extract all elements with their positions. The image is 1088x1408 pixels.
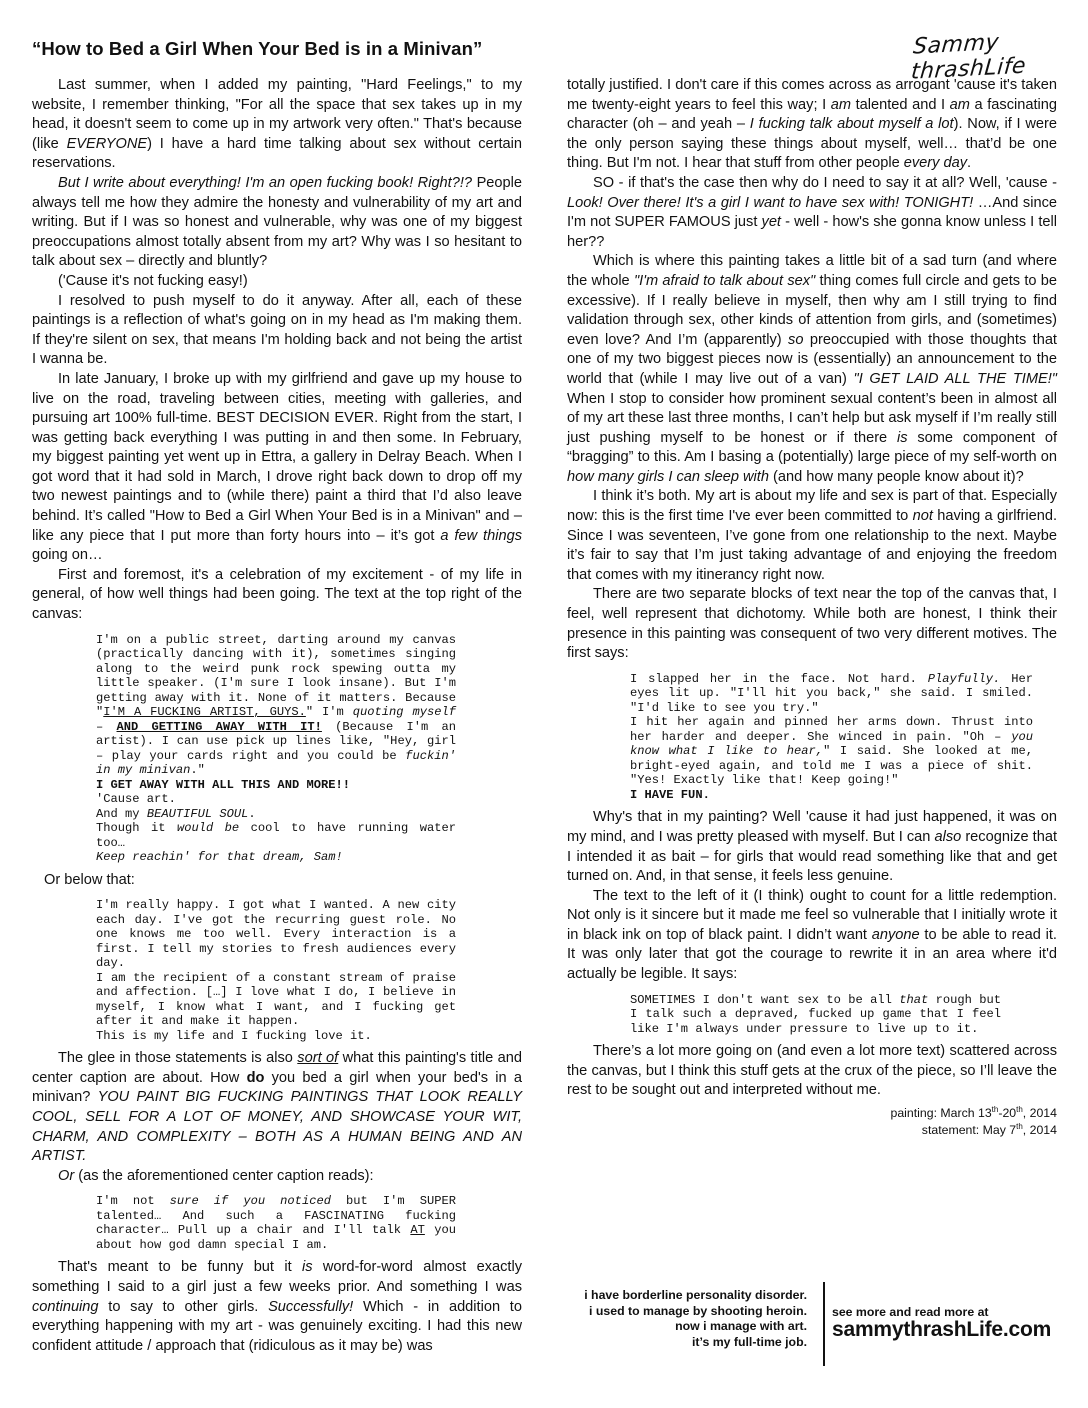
paragraph (32, 174, 522, 272)
text-run: how many girls I can sleep with (567, 468, 769, 485)
canvas-quote-left (630, 993, 1001, 1037)
text-run: . (248, 806, 256, 821)
text-run: I fucking talk about myself a lot (749, 116, 954, 133)
footer-disclosure (584, 1288, 807, 1350)
text-run: Keep reachin' for that dream, Sam! (96, 850, 343, 865)
text-run: I GET AWAY WITH ALL THIS AND MORE!! (96, 777, 351, 792)
right-column (567, 76, 1057, 1137)
paragraph: First and foremost, it's a celebration of my excitement - of my life in general, of how well things had been going. The text at the top right of the canvas: (32, 566, 522, 623)
text-run: Playfully. (927, 671, 1001, 686)
quote-line (630, 715, 1033, 788)
left-column (32, 76, 522, 1356)
text-run: And my (96, 806, 147, 821)
text-run: People always tell me how they admire the honesty and vulnerability of my art and writing. But if I was so honest and vulnerable, why was one of my biggest preoccupations almost totally absent from my art? Why was I so hesitant to talk about sex – directly and bluntly? (32, 174, 523, 270)
text-run: The glee in those statements is also (58, 1050, 298, 1067)
text-run: (as the aforementioned center caption reads): (74, 1167, 374, 1184)
dates-block (567, 1103, 1057, 1137)
signature-logo: Sammy thrashLife (909, 29, 1028, 85)
text-run: EVERYONE (66, 135, 148, 152)
paragraph (32, 370, 522, 566)
quote-line (96, 821, 456, 850)
quote-line (96, 807, 456, 822)
paragraph (32, 1258, 522, 1356)
text-run: Her eyes lit up. "I'll hit you back," she said. I smiled. "I'd like to see you try." (630, 671, 1033, 715)
text-run: is (301, 1259, 313, 1276)
text-run: cool to have running water too… (96, 821, 457, 850)
article-title: “How to Bed a Girl When Your Bed is in a Minivan” (32, 38, 483, 59)
paragraph (32, 1167, 522, 1187)
text-run: The text to the left of it (I think) ought to count for a little redemption. Not only is it sincere but it made me feel so vulnerable that I initially wrote it in black ink on top of black paint. I didn’t want (567, 887, 1057, 943)
text-run: – (96, 719, 117, 734)
text-run: would be (176, 821, 240, 836)
text-run: (and how many people know about it)? (768, 468, 1024, 485)
text-run: a fascinating character (oh – and yeah – (567, 96, 1057, 133)
quote-line (96, 1029, 456, 1044)
see-more-text: see more and read more at (832, 1305, 989, 1319)
text-run: so (788, 331, 804, 348)
quote-line (96, 792, 456, 807)
text-run: preoccupied with those thoughts that one of my two biggest pieces now is (essentially) an announcement to the world that (while I may live out of a van) (567, 331, 1057, 387)
text-run: I think it’s both. My art is about my life and sex is part of that. Especially now: this is the first time I've ever been committed to (567, 488, 1057, 525)
paragraph: ('Cause it's not fucking easy!) (58, 272, 248, 289)
text-run: I am the recipient of a constant stream of praise and affection. […] I love what I do, I believe in myself, I know what I want, and I fucking get after it and make it happen. (96, 970, 456, 1029)
text-run: continuing (32, 1298, 99, 1315)
text-run: every day (903, 155, 968, 172)
text-run: going on… (32, 547, 103, 564)
text-run: That's meant to be funny but it (58, 1259, 302, 1276)
text-run: am (949, 96, 970, 113)
canvas-quote-first (630, 672, 1033, 803)
text-run: This is my life and I fucking love it. (96, 1028, 372, 1043)
text-run: SO - if that's the case then why do I need to say it at all? Well, 'cause - (593, 174, 1057, 191)
text-run: not (912, 508, 933, 525)
footer-line: it’s my full-time job. (691, 1334, 807, 1349)
footer-line: i used to manage by shooting heroin. (589, 1303, 807, 1318)
text-run: (Because I'm an artist). I can use pick up lines like, "Hey, girl – play your cards right and you could be (96, 719, 457, 763)
text-run: fuckin' in my minivan (96, 748, 456, 778)
paragraph (567, 487, 1057, 585)
text-run: am (830, 96, 852, 113)
quote-line (96, 898, 456, 971)
text-run: thing comes full circle and gets to be excessive). If I really believe in myself, then why am I still trying to find validation through sex, other kinds of attention from girls, and (sometimes) even love? And I’m (apparently) (567, 272, 1057, 348)
paragraph (32, 1049, 522, 1167)
text-run: I'm on a public street, darting around my canvas (practically dancing with it), sometimes singing along to the weird punk rock spewing outta my little speaker. (I'm sure I look insane). But I'm getting away with it. None of it matters. Because " (96, 632, 456, 720)
text-run: you about how god damn special I am. (96, 1223, 457, 1252)
paragraph (32, 76, 522, 174)
text-run: " I'm (305, 705, 353, 720)
paragraph (567, 808, 1057, 886)
text-run: but I'm SUPER talented… And such a FASCINATING fucking character… Pull up a chair and I'll talk (96, 1194, 456, 1238)
painting-date: painting: March 13th-20th, 2014 (890, 1104, 1057, 1121)
text-run: - well - how's she gonna know unless I tell her?? (567, 214, 1057, 250)
text-run: Which - in addition to everything happening with my art - was genuinely exciting. I had this new confident attitude / approach that (ridiculous as it may be) was (32, 1298, 522, 1354)
canvas-quote-top-right (96, 633, 456, 865)
text-run: quoting myself (352, 705, 456, 720)
text-run: I slapped her in the face. Not hard. (630, 671, 928, 686)
text-run: also (934, 828, 962, 845)
text-run: I'm really happy. I got what I wanted. A new city each day. I've got the recurring guest role. No one knows me too well. Every interaction is a first. I tell my stories to fresh audiences every day. (96, 898, 456, 971)
quote-line (96, 778, 456, 793)
text-run: anyone (871, 926, 920, 943)
text-run: I hit her again and pinned her arms down. Thrust into her harder and deeper. She winced in pain. "Oh – (630, 715, 1033, 744)
paragraph: Or below that: (44, 871, 135, 888)
text-run: recognize that I intended it as bait – for girls that would read something like that and get turned on. And, in that sense, it feels less genuine. (567, 828, 1058, 885)
footer (560, 1278, 1070, 1368)
text-run: to say to other girls. (98, 1298, 269, 1315)
text-run: totally justified. I don't care if this comes across as arrogant 'cause it's taken me twenty-eight years to feel this way; I (567, 77, 1057, 113)
text-run: you know what I like to hear, (630, 729, 1033, 759)
statement-date: statement: May 7th, 2014 (921, 1122, 1057, 1138)
quote-line (96, 1194, 456, 1252)
text-run: AT (410, 1223, 425, 1238)
text-run: SOMETIMES I don't want sex to be all (630, 992, 900, 1007)
text-run: yet (761, 214, 781, 231)
text-run: I HAVE FUN. (630, 787, 710, 802)
canvas-quote-below (96, 898, 456, 1043)
quote-line (96, 850, 456, 865)
footer-line: i have borderline personality disorder. (584, 1288, 807, 1302)
text-run: rough but I talk such a depraved, fucked up game that I feel like I'm always under pressure to live up to it. (630, 992, 1001, 1036)
paragraph (567, 174, 1057, 252)
text-run: a few things (440, 527, 522, 544)
text-run: "I GET LAID ALL THE TIME!" (853, 370, 1057, 387)
text-run: that (899, 992, 929, 1007)
text-run: …And since I'm not SUPER FAMOUS just (567, 194, 1057, 231)
paragraph: There’s a lot more going on (and even a lot more text) scattered across the canvas, but I think this stuff gets at the crux of the piece, so I’ll leave the rest to be sought out and interpreted without me. (567, 1043, 1057, 1099)
text-run: " I said. She looked at me, bright-eyed again, and told me I was a piece of shit. "Yes! Exactly like that! Keep going!" (630, 744, 1033, 788)
text-run: Though it (96, 821, 177, 836)
quote-line (630, 672, 1033, 716)
text-run: Why's that in my painting? Well 'cause it had just happened, it was on my mind, and I was pretty pleased with myself. But I can (567, 809, 1057, 845)
text-run: some component of “bragging” to this. Am I basing a (potentially) large piece of my self-worth on (567, 429, 1058, 466)
text-run: what this painting's title and center caption are about. How (32, 1050, 523, 1086)
text-run: sort of (297, 1050, 339, 1067)
text-run: word-for-word almost exactly something I said to a girl just a few weeks prior. And something I was (32, 1259, 522, 1295)
text-run: ." (190, 763, 205, 778)
text-run: Successfully! (268, 1298, 354, 1315)
text-run: Look! Over there! It's a girl I want to have sex with! TONIGHT! (567, 194, 974, 211)
quote-line (630, 993, 1001, 1037)
text-run: Or (58, 1167, 75, 1184)
paragraph (567, 887, 1057, 985)
text-run: BEAUTIFUL SOUL (146, 806, 249, 821)
text-run: When I stop to consider how prominent sexual content’s been in almost all of my art these last three months, I can’t help but ask myself if I’m really still just pushing myself to be honest or if there (567, 390, 1057, 446)
paragraph: There are two separate blocks of text near the top of the canvas that, I feel, well represent that dichotomy. While both are honest, I think their presence in this painting was consequent of two very different motives. The first says: (567, 586, 1057, 662)
footer-line: now i manage with art. (675, 1319, 807, 1333)
text-run: sure if you noticed (169, 1194, 331, 1209)
paragraph (567, 76, 1057, 174)
text-run: . (967, 155, 972, 172)
quote-line (96, 971, 456, 1029)
text-run: to be able to read it. It was only later that got the courage to rewrite it in an area where it'd actually be legible. It says: (567, 926, 1057, 983)
footer-divider (823, 1282, 825, 1366)
text-run: But I write about everything! I'm an open fucking book! Right?!? (58, 174, 473, 191)
text-run: ). Now, if I were the only person saying these things about myself, well… that’d be one thing. But I'm not. I hear that stuff from other people (567, 116, 1058, 172)
text-run: In late January, I broke up with my girlfriend and gave up my house to live on the road, traveling between cities, meeting with galleries, and pursuing art 100% full-time. BEST DECISION EVER. Right from the start, I was getting back everything I was putting in and then some. In February, my biggest painting yet went up in Ettra, a gallery in Delray Beach. When I got word that it had sold in March, I drove right back down to drop off my two newest paintings and to (while there) paint a third that I’d also leave behind. It’s called "How to Bed a Girl When Your Bed is in a Minivan" and – like any piece that I put more than forty hours into – it’s got (32, 370, 522, 544)
text-run: ) I have a hard time talking about sex without certain reservations. (32, 135, 522, 172)
text-run: "I'm afraid to talk about sex" (633, 272, 816, 289)
text-run: talented and I (851, 96, 950, 113)
paragraph: I resolved to push myself to do it anyway. After all, each of these paintings is a reflection of what's going on in my head as I'm making them. If they're silent on sex, that means I'm holding back and not being the artist I wanna be. (32, 292, 522, 368)
text-run: I'm not (96, 1194, 170, 1209)
text-run: 'Cause art. (96, 792, 176, 807)
text-run: I'M A FUCKING ARTIST, GUYS. (103, 705, 306, 720)
quote-line (96, 633, 456, 778)
text-run: do (246, 1069, 265, 1086)
paragraph (567, 252, 1057, 487)
text-run: Which is where this painting takes a little bit of a sad turn (and where the whole (567, 253, 1057, 289)
website-link[interactable]: sammythrashLife.com (832, 1318, 1052, 1341)
canvas-quote-center-caption (96, 1194, 456, 1252)
footer-cta (832, 1305, 1051, 1342)
text-run: AND GETTING AWAY WITH IT! (116, 719, 322, 734)
text-run: having a girlfriend. Since I was seventeen, I’ve gone from one relationship to the next. Maybe it’s fair to say that I’m just taking advantage of and enjoying the freedom that comes with my itinerancy right now. (567, 508, 1058, 583)
text-run: YOU PAINT BIG FUCKING PAINTINGS THAT LOOK REALLY COOL, SELL FOR A LOT OF MONEY, AND SHOWCASE YOUR WIT, CHARM, AND COMPLEXITY – BOTH AS A HUMAN BEING AND AN ARTIST. (32, 1089, 522, 1165)
text-run: you bed a girl when your bed's in a minivan? (32, 1069, 522, 1106)
text-run: Last summer, when I added my painting, "Hard Feelings," to my website, I remember thinking, "For all the space that sex takes up in my head, it doesn't seem to come up in my artwork very often." That's because (like (32, 77, 522, 152)
quote-line (630, 788, 1033, 803)
text-run: is (896, 429, 908, 446)
